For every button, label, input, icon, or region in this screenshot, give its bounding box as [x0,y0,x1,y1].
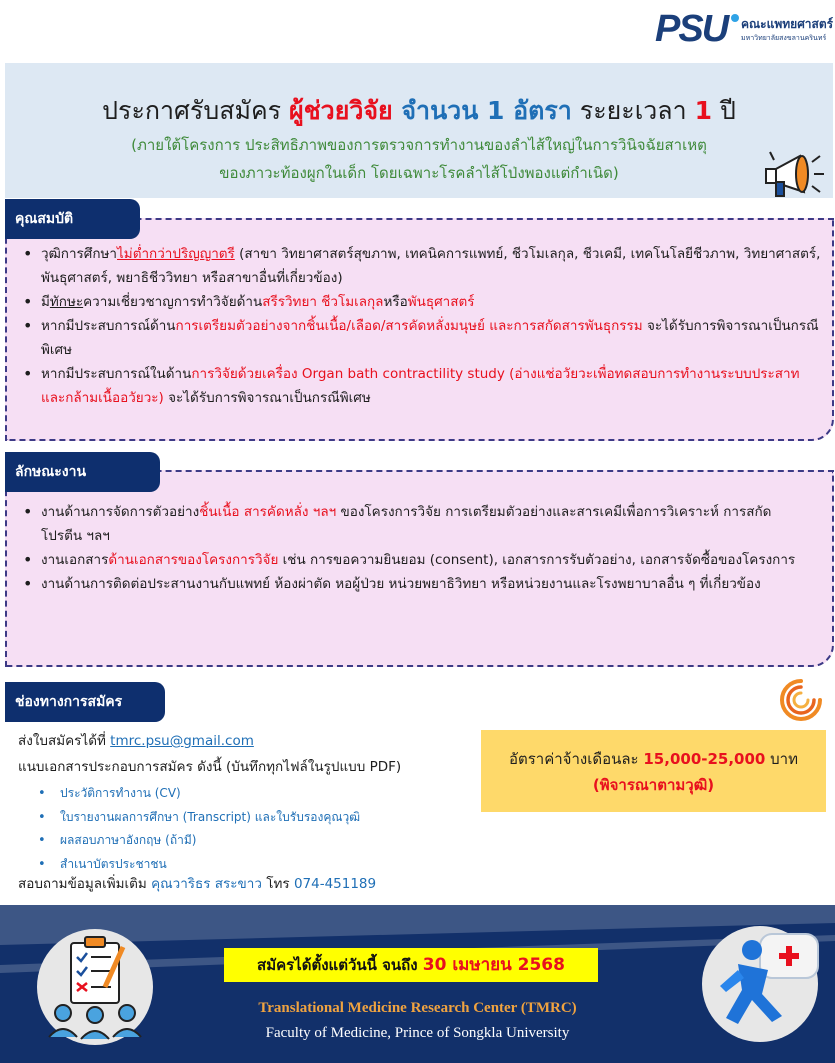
psu-logo-icon: PSU [655,8,728,50]
deadline-banner: สมัครได้ตั้งแต่วันนี้ จนถึง 30 เมษายน 2568 [224,948,598,982]
research-center-name: Translational Medicine Research Center (TMRC) [258,1000,577,1016]
title-count: จำนวน 1 อัตรา [392,96,572,125]
deadline-date: 30 เมษายน 2568 [422,955,565,975]
psu-logo [655,6,833,56]
salary-line: อัตราค่าจ้างเดือนละ 15,000-25,000 บาท [509,750,798,768]
job-description-box [5,470,834,667]
qualifications-heading: คุณสมบัติ [5,199,140,239]
qualifications-box [5,218,834,441]
contact-name: คุณวาริธร สระขาว [151,876,262,892]
send-line: ส่งใบสมัครได้ที่ tmrc.psu@gmail.com [18,733,254,749]
title-duration-number: 1 [694,96,713,125]
job-heading: ลักษณะงาน [5,452,160,492]
logo-university-name: มหาวิทยาลัยสงขลานครินทร์ [741,34,827,42]
title-duration-label: ระยะเวลา [571,96,695,125]
subtitle-line-2: ของภาวะท้องผูกในเด็ก โดยเฉพาะโรคลำไส้โป่งพองแต่กำเนิด) [219,164,619,182]
list-item: • หากมีประสบการณ์ในด้านการวิจัยด้วยเครื่อง Organ bath contractility study (อ่างแช่อวัยวะเพื่อทดสอบการทำงานระบบประสาทและกล้ามเนื้ออวัยวะ) จะได้รับการพิจารณาเป็นกรณีพิเศษ [17,362,822,410]
job-list [17,500,802,596]
list-item: • งานด้านการติดต่อประสานงานกับแพทย์ ห้องผ่าตัด หอผู้ป่วย หน่วยพยาธิวิทยา หรือหน่วยงานและโรงพยาบาลอื่น ๆ ที่เกี่ยวข้อง [17,572,802,596]
title-prefix: ประกาศรับสมัคร [102,96,290,125]
contact-phone[interactable]: 074-451189 [293,876,377,892]
list-item: • มีทักษะความเชี่ยวชาญการทำวิจัยด้านสรีรวิทยา ชีวโมเลกุลหรือพันธุศาสตร์ [17,290,822,314]
list-item: • ใบรายงานผลการศึกษา (Transcript) และใบรับรองคุณวุฒิ [38,806,360,830]
list-item: • งานด้านการจัดการตัวอย่างชิ้นเนื้อ สารคัดหลั่ง ฯลฯ ของโครงการวิจัย การเตรียมตัวอย่างและสารเคมีเพื่อการวิเคราะห์ การสกัดโปรตีน ฯลฯ [17,500,802,548]
announcement-header [5,63,833,198]
megaphone-icon [760,148,826,206]
salary-note: (พิจารณาตามวุฒิ) [592,776,715,794]
list-item: • ผลสอบภาษาอังกฤษ (ถ้ามี) [38,829,360,853]
list-item: • งานเอกสารด้านเอกสารของโครงการวิจัย เช่น การขอความยินยอม (consent), เอกสารการรับตัวอย่าง, เอกสารจัดซื้อของโครงการ [17,548,802,572]
contact-line: สอบถามข้อมูลเพิ่มเติม คุณวาริธร สระขาว โทร 074-451189 [18,876,377,892]
list-item: • ประวัติการทำงาน (CV) [38,782,360,806]
logo-dot [731,14,739,22]
page-title [5,91,833,131]
documents-list [38,782,360,876]
list-item: • วุฒิการศึกษาไม่ต่ำกว่าปริญญาตรี (สาขา วิทยาศาสตร์สุขภาพ, เทคนิคการแพทย์, ชีวโมเลกุล, ชีวเคมี, เทคโนโลยีชีวภาพ, วิทยาศาสตร์, พันธุศาสตร์, พยาธิชีววิทยา หรือสาขาอื่นที่เกี่ยวข้อง) [17,242,822,290]
apply-heading: ช่องทางการสมัคร [5,682,165,722]
swirl-logo-icon [778,677,824,723]
list-item: • หากมีประสบการณ์ด้านการเตรียมตัวอย่างจากชิ้นเนื้อ/เลือด/สารคัดหลั่งมนุษย์ และการสกัดสารพันธุกรรม จะได้รับการพิจารณาเป็นกรณีพิเศษ [17,314,822,362]
logo-faculty-name: คณะแพทยศาสตร์ [741,17,834,31]
email-link[interactable]: tmrc.psu@gmail.com [110,733,254,749]
title-duration-unit: ปี [712,96,736,125]
runner-icon [698,920,830,1045]
faculty-name: Faculty of Medicine, Prince of Songkla University [265,1025,570,1041]
salary-range: 15,000-25,000 [643,750,766,768]
list-item: • สำเนาบัตรประชาชน [38,853,360,877]
title-position: ผู้ช่วยวิจัย [289,96,393,125]
salary-box [481,730,826,812]
qualifications-list [17,242,822,410]
subtitle-line-1: (ภายใต้โครงการ ประสิทธิภาพของการตรวจการทำงานของลำไส้ใหญ่ในการวินิจฉัยสาเหตุ [131,136,707,154]
attach-instructions: แนบเอกสารประกอบการสมัคร ดังนี้ (บันทึกทุกไฟล์ในรูปแบบ PDF) [18,759,402,775]
project-subtitle [5,131,833,187]
